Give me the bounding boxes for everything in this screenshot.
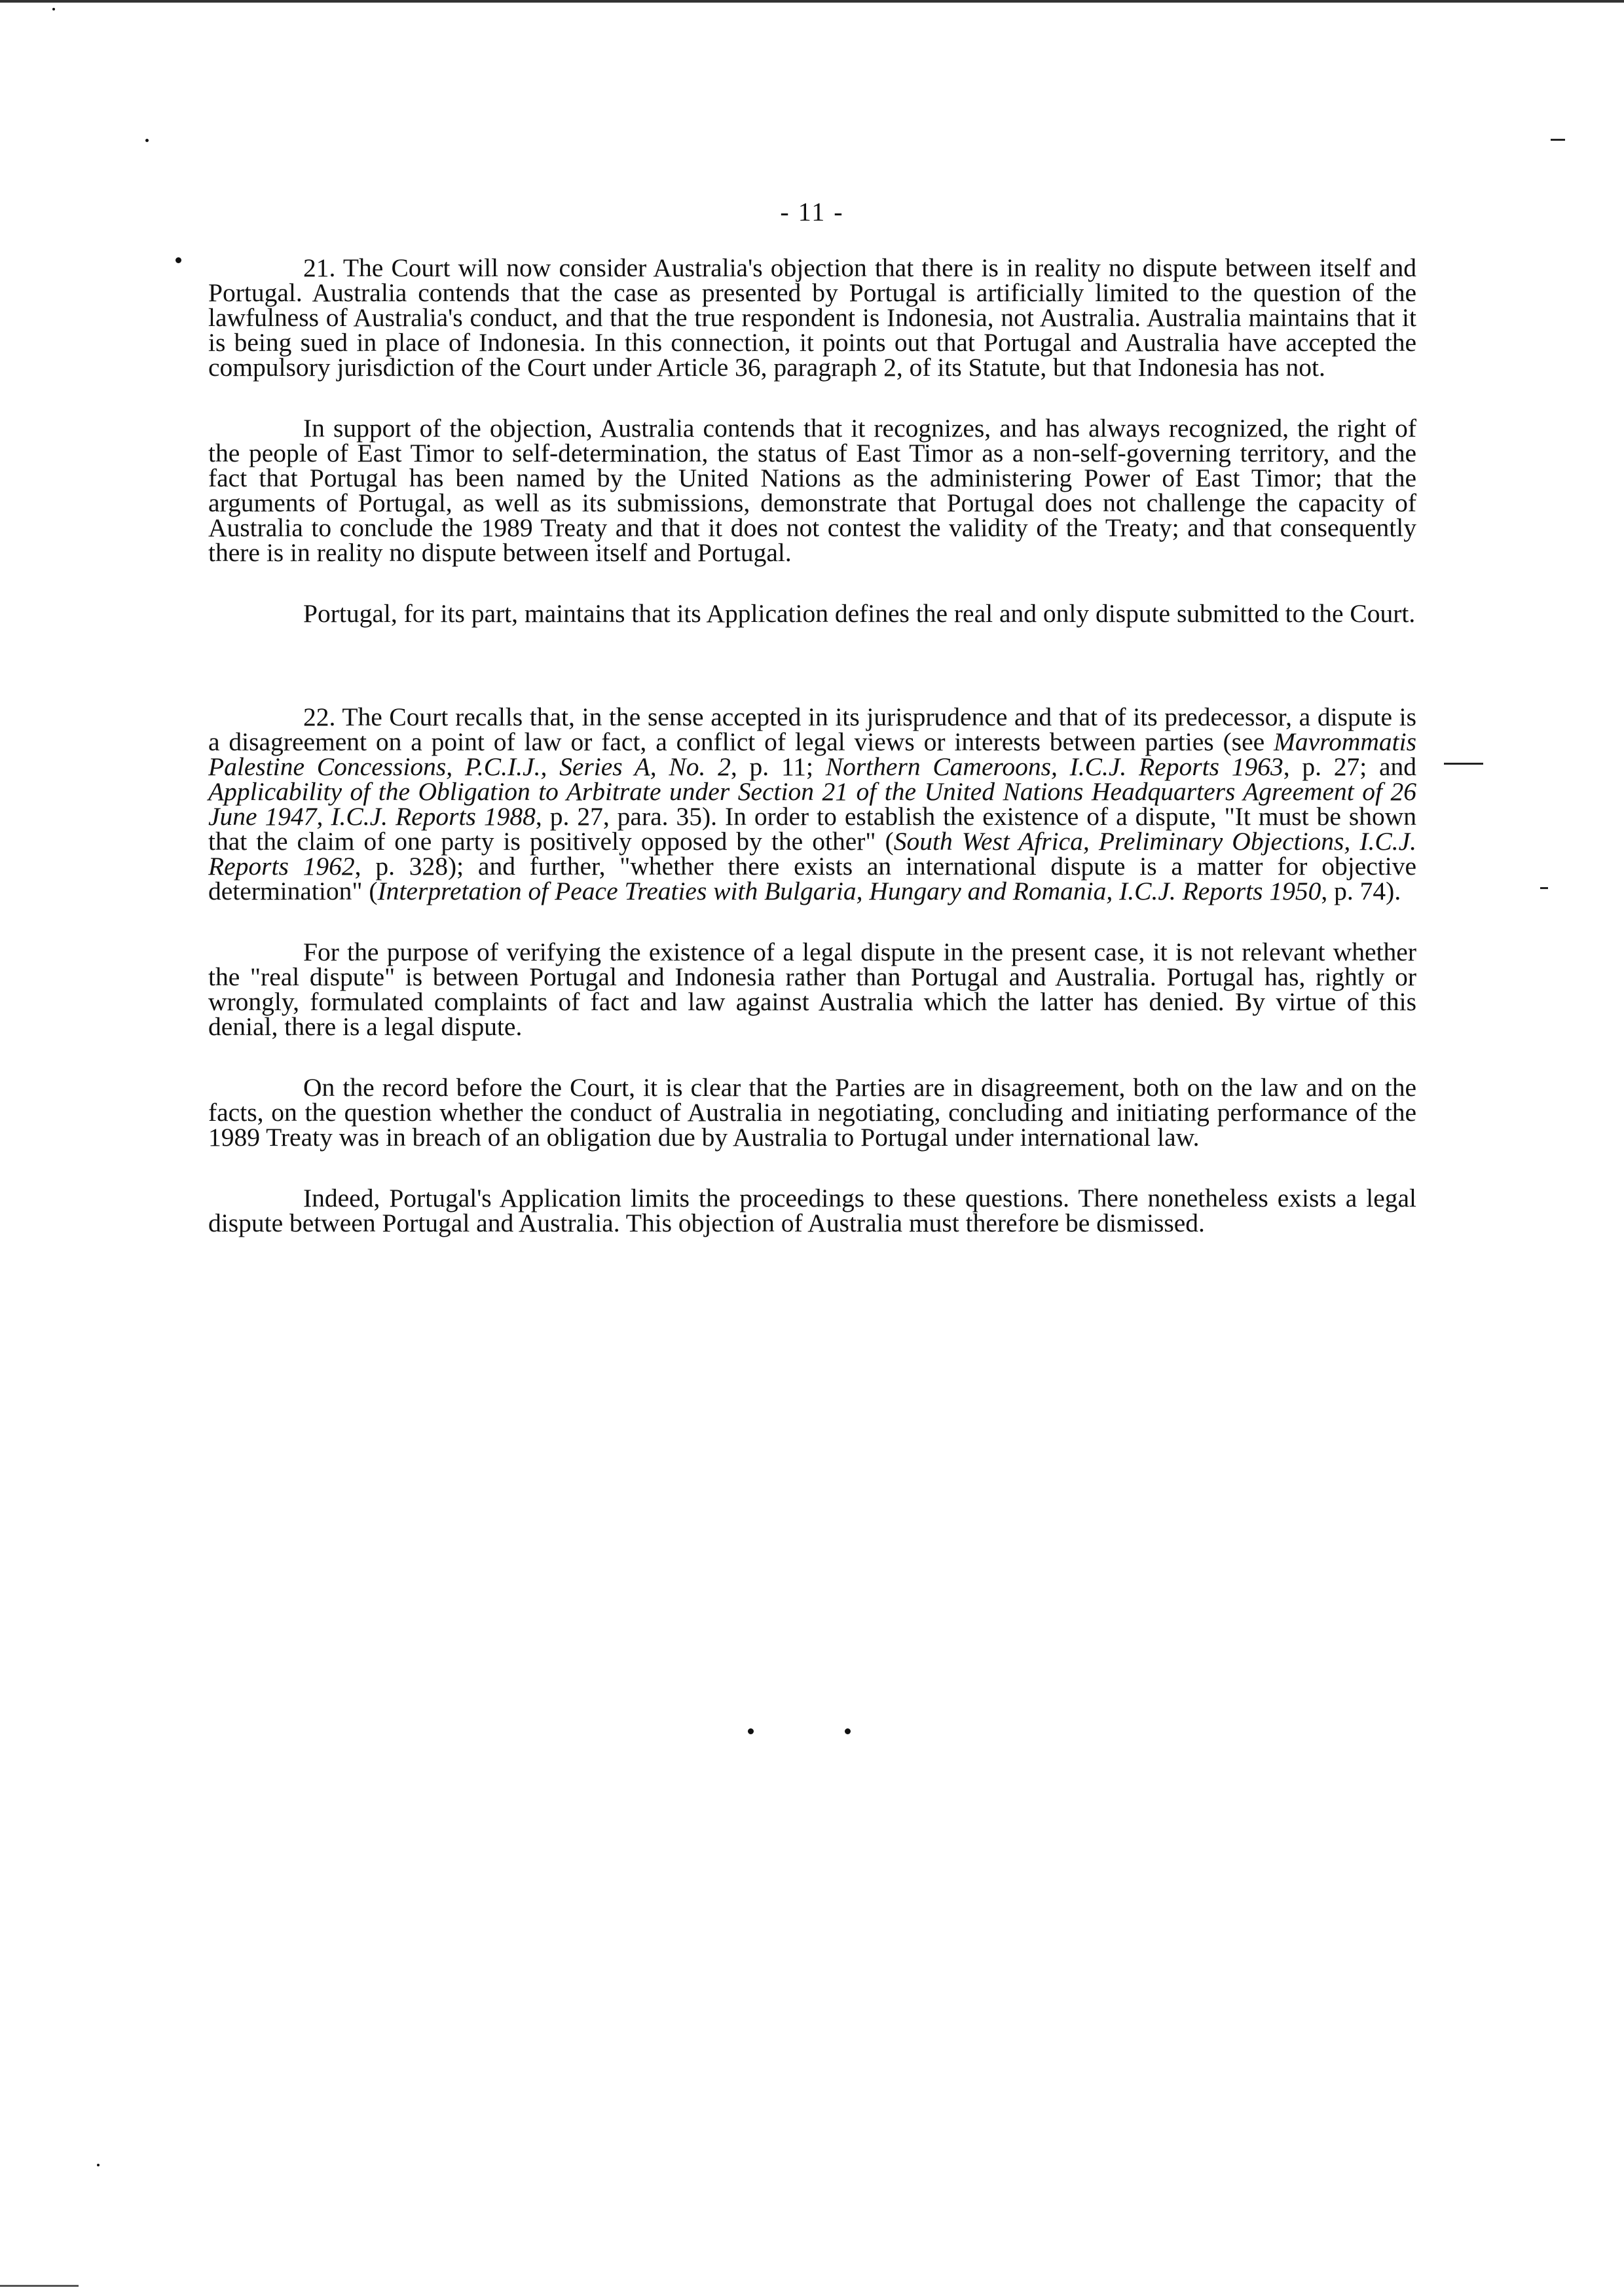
case-citation: South West Africa, Preliminary Objections, I.C.J. Reports 1962 [208, 827, 1416, 881]
paragraph-text: , p. 74). [1321, 877, 1401, 905]
paragraph-text: Portugal, for its part, maintains that its Application defines the real and only dispute submitted to the Court. [303, 599, 1416, 628]
scan-speck [748, 1728, 754, 1734]
paragraph-22 [208, 704, 1416, 903]
scan-speck [845, 1728, 851, 1734]
margin-mark [1551, 139, 1565, 141]
paragraph-text: 21. The Court will now consider Australia's objection that there is in reality no dispute between itself and Portugal. Australia contends that the case as presented by Portugal is artificially limited to the question of the lawfulness of Australia's conduct, and that the true respondent is Indonesia, not Australia. Australia maintains that it is being sued in place of Indonesia. In this connection, it points out that Portugal and Australia have accepted the compulsory jurisdiction of the Court under Article 36, paragraph 2, of its Statute, but that Indonesia has not. [208, 253, 1416, 382]
scan-speck [175, 257, 181, 263]
case-citation: Mavrommatis Palestine Concessions, P.C.I.J., Series A, No. 2 [208, 727, 1416, 781]
document-body [208, 255, 1416, 1271]
scan-edge-top [0, 0, 1624, 3]
paragraph-text: On the record before the Court, it is clear that the Parties are in disagreement, both on the law and on the facts, on the question whether the conduct of Australia in negotiating, concluding and initiating performance of the 1989 Treaty was in breach of an obligation due by Australia to Portugal under international law. [208, 1073, 1416, 1152]
paragraph-21 [208, 255, 1416, 380]
paragraph-text: For the purpose of verifying the existence of a legal dispute in the present case, it is not relevant whether the "real dispute" is between Portugal and Indonesia rather than Portugal and Australia. Portugal has, rightly or wrongly, formulated complaints of fact and law against Australia which the latter has denied. By virtue of this denial, there is a legal dispute. [208, 938, 1416, 1041]
paragraph-21-support [208, 416, 1416, 565]
paragraph-22-record [208, 1075, 1416, 1150]
scan-edge-bottom [0, 2285, 79, 2287]
margin-mark [1444, 763, 1483, 765]
paragraph-text: , p. 27, para. 35). In order to establish the existence of a dispute, "It must be shown that the claim of one party is positively opposed by the other" ( [208, 802, 1416, 856]
paragraph-text: 22. The Court recalls that, in the sense accepted in its jurisprudence and that of its predecessor, a dispute is a disagreement on a point of law or fact, a conflict of legal views or interests between parties (see [208, 702, 1416, 756]
paragraph-text: , p. 328); and further, "whether there exists an international dispute is a matter for objective determination" ( [208, 852, 1416, 905]
paragraph-text: In support of the objection, Australia contends that it recognizes, and has always recognized, the right of the people of East Timor to self-determination, the status of East Timor as a non-self-governing territory, and the fact that Portugal has been named by the United Nations as the administering Power of East Timor; that the arguments of Portugal, as well as its submissions, demonstrate that Portugal does not challenge the capacity of Australia to conclude the 1989 Treaty and that it does not contest the validity of the Treaty; and that consequently there is in reality no dispute between itself and Portugal. [208, 414, 1416, 567]
case-citation: Northern Cameroons, I.C.J. Reports 1963 [825, 752, 1283, 781]
page-number: - 11 - [780, 197, 844, 227]
scan-speck [52, 8, 55, 10]
paragraph-text: , p. 27; and [1283, 752, 1416, 781]
paragraph-21-portugal [208, 601, 1416, 626]
margin-mark [1540, 887, 1548, 889]
paragraph-text: , p. 11; [730, 752, 826, 781]
case-citation: Applicability of the Obligation to Arbitrate under Section 21 of the United Nations Headquarters Agreement of 26 June 1947, I.C.J. Reports 1988 [208, 777, 1416, 831]
paragraph-22-indeed [208, 1186, 1416, 1235]
paragraph-22-purpose [208, 939, 1416, 1039]
scan-speck [145, 139, 149, 142]
scan-speck [97, 2164, 100, 2166]
case-citation: Interpretation of Peace Treaties with Bulgaria, Hungary and Romania, I.C.J. Reports 1950 [377, 877, 1321, 905]
paragraph-text: Indeed, Portugal's Application limits the proceedings to these questions. There nonetheless exists a legal dispute between Portugal and Australia. This objection of Australia must therefore be dismissed. [208, 1184, 1416, 1237]
